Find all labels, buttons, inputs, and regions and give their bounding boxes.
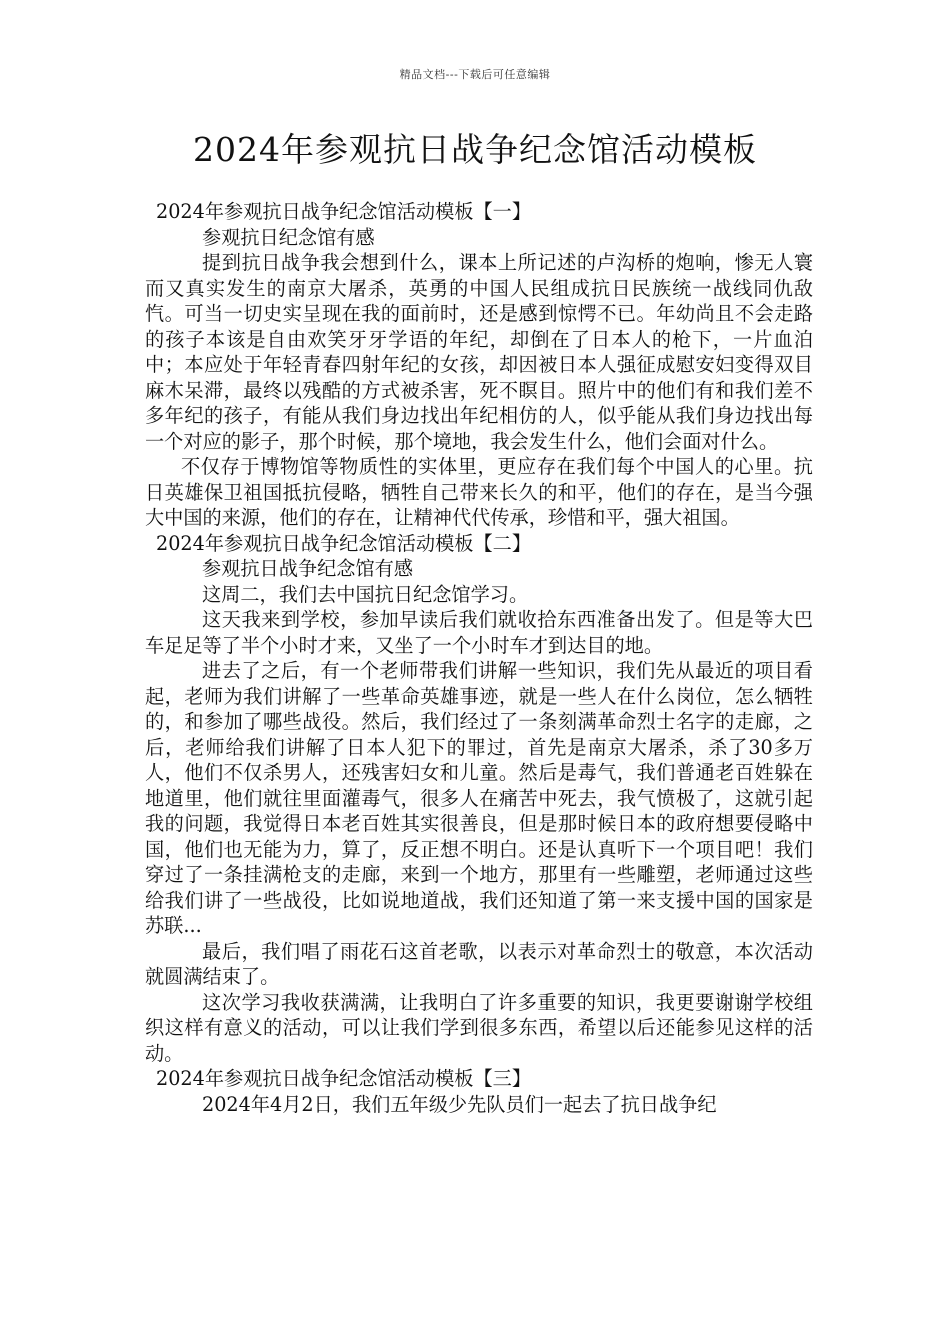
paragraph: 这次学习我收获满满，让我明白了许多重要的知识，我更要谢谢学校组织这样有意义的活动，可以让我们学到很多东西，希望以后还能参见这样的活动。 [145, 990, 813, 1065]
section-heading: 2024年参观抗日战争纪念馆活动模板【二】 [156, 531, 532, 555]
paragraph: 提到抗日战争我会想到什么，课本上所记述的卢沟桥的炮响，惨无人寰而又真实发生的南京大屠杀，英勇的中国人民组成抗日民族统一战线同仇敌忾。可当一切史实呈现在我的面前时，还是感到惊愕不已。年幼尚且不会走路的孩子本该是自由欢笑牙牙学语的年纪，却倒在了日本人的枪下，一片血泊中；本应处于年轻青春四射年纪的女孩，却因被日本人强征成慰安妇变得双目麻木呆滞，最终以残酷的方式被杀害，死不瞑目。照片中的他们有和我们差不多年纪的孩子，有能从我们身边找出年纪相仿的人，似乎能从我们身边找出每一个对应的影子，那个时候，那个境地，我会发生什么，他们会面对什么。 [145, 251, 813, 453]
section-heading: 2024年参观抗日战争纪念馆活动模板【三】 [156, 1067, 532, 1090]
page-title: 2024年参观抗日战争纪念馆活动模板 [193, 130, 757, 169]
paragraph: 最后，我们唱了雨花石这首老歌，以表示对革命烈士的敬意，本次活动就圆满结束了。 [145, 939, 813, 988]
section-heading: 2024年参观抗日战争纪念馆活动模板【一】 [156, 200, 532, 223]
document-body [145, 199, 813, 1117]
section-subtitle: 参观抗日纪念馆有感 [202, 225, 375, 249]
paragraph: 进去了之后，有一个老师带我们讲解一些知识，我们先从最近的项目看起，老师为我们讲解了一些革命英雄事迹，就是一些人在什么岗位，怎么牺牲的，和参加了哪些战役。然后，我们经过了一条刻满革命烈士名字的走廊，之后，老师给我们讲解了日本人犯下的罪过，首先是南京大屠杀，杀了30多万人，他们不仅杀男人，还残害妇女和儿童。然后是毒气，我们普通老百姓躲在地道里，他们就往里面灌毒气，很多人在痛苦中死去，我气愤极了，这就引起我的问题，我觉得日本老百姓其实很善良，但是那时候日本的政府想要侵略中国，他们也无能为力，算了，反正想不明白。还是认真听下一个项目吧！我们穿过了一条挂满枪支的走廊，来到一个地方，那里有一些雕塑，老师通过这些给我们讲了一些战役，比如说地道战，我们还知道了第一来支援中国的国家是苏联... [145, 659, 813, 937]
section-subtitle: 参观抗日战争纪念馆有感 [202, 557, 414, 580]
header-note: 精品文档---下载后可任意编辑 [399, 68, 551, 81]
paragraph: 这天我来到学校，参加早读后我们就收拾东西准备出发了。但是等大巴车足足等了半个小时才来，又坐了一个小时车才到达目的地。 [145, 608, 813, 657]
paragraph: 不仅存于博物馆等物质性的实体里，更应存在我们每个中国人的心里。抗日英雄保卫祖国抵抗侵略，牺牲自己带来长久的和平，他们的存在，是当今强大中国的来源，他们的存在，让精神代代传承，珍惜和平，强大祖国。 [145, 455, 813, 529]
paragraph: 2024年4月2日，我们五年级少先队员们一起去了抗日战争纪 [202, 1092, 717, 1116]
paragraph: 这周二，我们去中国抗日纪念馆学习。 [202, 582, 529, 606]
